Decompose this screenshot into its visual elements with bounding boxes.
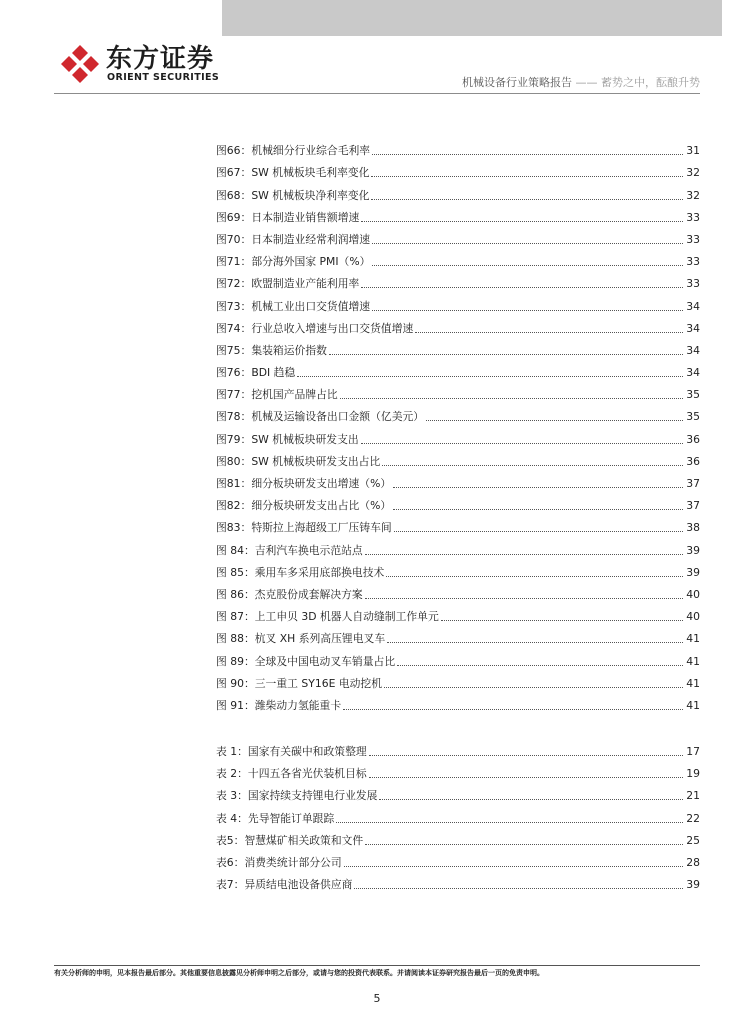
toc-dot-leader <box>384 687 683 688</box>
toc-figure-entry[interactable] <box>216 358 700 380</box>
toc-entry-page: 39 <box>686 565 700 579</box>
toc-dot-leader <box>379 799 683 800</box>
toc-entry-page: 41 <box>686 654 700 668</box>
toc-dot-leader <box>393 509 683 510</box>
toc-figure-entry[interactable] <box>216 624 700 646</box>
toc-entry-label: 图83：特斯拉上海超级工厂压铸车间 <box>216 521 392 535</box>
toc-entry-label: 图69：日本制造业销售额增速 <box>216 210 360 224</box>
toc-figure-entry[interactable] <box>216 203 700 225</box>
toc-entry-page: 40 <box>686 610 700 624</box>
toc-figure-entry[interactable] <box>216 691 700 713</box>
toc-entry-label: 图 86：杰克股份成套解决方案 <box>216 587 363 601</box>
toc-entry-page: 22 <box>686 811 700 825</box>
toc-dot-leader <box>382 465 683 466</box>
toc-dot-leader <box>361 443 683 444</box>
page-number: 5 <box>373 992 381 1005</box>
toc-entry-page: 36 <box>686 454 700 468</box>
toc-entry-page: 32 <box>686 166 700 180</box>
table-list <box>216 737 700 892</box>
toc-entry-page: 21 <box>686 789 700 803</box>
toc-dot-leader <box>369 777 683 778</box>
toc-entry-page: 25 <box>686 833 700 847</box>
toc-dot-leader <box>387 642 683 643</box>
toc-figure-entry[interactable] <box>216 158 700 180</box>
toc-figure-entry[interactable] <box>216 669 700 691</box>
logo-english-name: ORIENT SECURITIES <box>107 72 220 83</box>
toc-figure-entry[interactable] <box>216 380 700 402</box>
toc-figure-entry[interactable] <box>216 225 700 247</box>
toc-entry-page: 34 <box>686 299 700 313</box>
toc-entry-label: 图67：SW 机械板块毛利率变化 <box>216 166 370 180</box>
toc-dot-leader <box>354 888 683 889</box>
toc-figure-entry[interactable] <box>216 602 700 624</box>
table-of-contents <box>216 136 700 892</box>
toc-figure-entry[interactable] <box>216 402 700 424</box>
toc-entry-label: 图70：日本制造业经常利润增速 <box>216 232 371 246</box>
toc-figure-entry[interactable] <box>216 447 700 469</box>
toc-entry-page: 31 <box>686 144 700 158</box>
toc-entry-page: 34 <box>686 321 700 335</box>
toc-figure-entry[interactable] <box>216 336 700 358</box>
toc-entry-label: 表6：消费类统计部分公司 <box>216 856 342 869</box>
toc-table-entry[interactable] <box>216 737 700 759</box>
toc-table-entry[interactable] <box>216 759 700 781</box>
toc-entry-label: 图76：BDI 趋稳 <box>216 366 296 380</box>
toc-table-entry[interactable] <box>216 781 700 803</box>
toc-figure-entry[interactable] <box>216 314 700 336</box>
toc-section-gap <box>216 713 700 737</box>
toc-entry-label: 图78：机械及运输设备出口金额（亿美元） <box>216 410 425 424</box>
toc-entry-label: 表 3：国家持续支持锂电行业发展 <box>216 789 378 803</box>
toc-figure-entry[interactable] <box>216 269 700 291</box>
toc-dot-leader <box>426 420 683 421</box>
toc-entry-label: 图 87：上工申贝 3D 机器人自动缝制工作单元 <box>216 610 439 624</box>
toc-dot-leader <box>329 354 683 355</box>
toc-entry-label: 图 90：三一重工 SY16E 电动挖机 <box>216 676 383 690</box>
toc-entry-page: 33 <box>686 255 700 269</box>
toc-entry-page: 36 <box>686 432 700 446</box>
toc-entry-label: 图 91：潍柴动力氢能重卡 <box>216 698 342 712</box>
toc-entry-page: 38 <box>686 521 700 535</box>
toc-entry-label: 表5：智慧煤矿相关政策和文件 <box>216 833 364 847</box>
toc-entry-label: 图77：挖机国产品牌占比 <box>216 388 338 402</box>
toc-entry-label: 图66：机械细分行业综合毛利率 <box>216 144 371 158</box>
toc-figure-entry[interactable] <box>216 535 700 557</box>
toc-figure-entry[interactable] <box>216 513 700 535</box>
toc-dot-leader <box>365 554 683 555</box>
toc-entry-label: 图72：欧盟制造业产能利用率 <box>216 277 360 291</box>
figure-list <box>216 136 700 713</box>
toc-figure-entry[interactable] <box>216 180 700 202</box>
toc-entry-label: 图75：集装箱运价指数 <box>216 343 327 357</box>
toc-dot-leader <box>340 398 683 399</box>
header-divider <box>54 93 700 94</box>
toc-figure-entry[interactable] <box>216 424 700 446</box>
toc-dot-leader <box>365 598 683 599</box>
toc-entry-page: 37 <box>686 499 700 513</box>
toc-entry-label: 表 1：国家有关碳中和政策整理 <box>216 745 367 759</box>
toc-table-entry[interactable] <box>216 870 700 892</box>
report-header-title <box>462 76 700 90</box>
toc-entry-page: 41 <box>686 698 700 712</box>
toc-entry-page: 32 <box>686 188 700 202</box>
toc-entry-label: 图 85：乘用车多采用底部换电技术 <box>216 565 385 579</box>
toc-entry-label: 图80：SW 机械板块研发支出占比 <box>216 454 381 468</box>
toc-table-entry[interactable] <box>216 848 700 870</box>
toc-entry-label: 图73：机械工业出口交货值增速 <box>216 299 371 313</box>
toc-entry-page: 41 <box>686 676 700 690</box>
toc-entry-page: 34 <box>686 343 700 357</box>
toc-entry-page: 17 <box>686 745 700 759</box>
toc-figure-entry[interactable] <box>216 469 700 491</box>
orient-securities-logo-icon <box>59 43 101 85</box>
toc-dot-leader <box>386 576 683 577</box>
toc-dot-leader <box>371 176 683 177</box>
toc-entry-page: 35 <box>686 388 700 402</box>
toc-dot-leader <box>372 310 683 311</box>
toc-dot-leader <box>393 487 683 488</box>
toc-entry-page: 33 <box>686 277 700 291</box>
toc-entry-label: 图79：SW 机械板块研发支出 <box>216 432 359 446</box>
toc-dot-leader <box>372 265 683 266</box>
toc-dot-leader <box>361 221 683 222</box>
toc-dot-leader <box>365 844 683 845</box>
toc-entry-page: 33 <box>686 232 700 246</box>
toc-entry-label: 图 88：杭叉 XH 系列高压锂电叉车 <box>216 632 386 646</box>
toc-entry-page: 37 <box>686 477 700 490</box>
toc-dot-leader <box>397 665 683 666</box>
toc-figure-entry[interactable] <box>216 247 700 269</box>
report-subtitle: 蓄势之中，酝酿升势 <box>601 76 700 89</box>
toc-dot-leader <box>369 755 683 756</box>
report-title-separator: —— <box>572 76 601 89</box>
toc-entry-page: 39 <box>686 878 700 892</box>
toc-dot-leader <box>336 822 683 823</box>
report-title: 机械设备行业策略报告 <box>462 76 572 89</box>
toc-entry-label: 图68：SW 机械板块净利率变化 <box>216 188 370 202</box>
toc-entry-page: 40 <box>686 587 700 601</box>
toc-entry-label: 图81：细分板块研发支出增速（%） <box>216 477 392 490</box>
toc-table-entry[interactable] <box>216 826 700 848</box>
toc-dot-leader <box>361 287 683 288</box>
toc-entry-page: 28 <box>686 856 700 869</box>
toc-dot-leader <box>343 709 683 710</box>
toc-entry-label: 图 84：吉利汽车换电示范站点 <box>216 543 363 557</box>
toc-entry-label: 表 2：十四五各省光伏装机目标 <box>216 767 367 781</box>
toc-entry-label: 图 89：全球及中国电动叉车销量占比 <box>216 654 396 668</box>
toc-entry-label: 图82：细分板块研发支出占比（%） <box>216 499 392 513</box>
toc-dot-leader <box>415 332 683 333</box>
toc-dot-leader <box>371 199 683 200</box>
footer-disclaimer: 有关分析师的申明，见本报告最后部分。其他重要信息披露见分析师申明之后部分，或请与您的投资代表联系。并请阅读本证券研究报告最后一页的免责申明。 <box>54 969 544 977</box>
toc-dot-leader <box>441 620 683 621</box>
header-top-bar <box>222 0 722 36</box>
toc-entry-label: 表 4：先导智能订单跟踪 <box>216 811 335 825</box>
toc-figure-entry[interactable] <box>216 646 700 668</box>
toc-figure-entry[interactable] <box>216 491 700 513</box>
toc-entry-page: 34 <box>686 366 700 380</box>
toc-entry-page: 19 <box>686 767 700 781</box>
toc-figure-entry[interactable] <box>216 580 700 602</box>
toc-entry-page: 33 <box>686 210 700 224</box>
toc-entry-page: 35 <box>686 410 700 424</box>
toc-entry-label: 表7：异质结电池设备供应商 <box>216 878 353 892</box>
toc-dot-leader <box>344 866 683 867</box>
toc-figure-entry[interactable] <box>216 136 700 158</box>
toc-dot-leader <box>372 154 683 155</box>
toc-dot-leader <box>372 243 683 244</box>
toc-dot-leader <box>297 376 683 377</box>
toc-figure-entry[interactable] <box>216 558 700 580</box>
toc-entry-page: 41 <box>686 632 700 646</box>
footer-divider <box>54 965 700 966</box>
toc-entry-label: 图74：行业总收入增速与出口交货值增速 <box>216 321 414 335</box>
logo-chinese-name: 东方证券 <box>106 44 215 74</box>
toc-entry-page: 39 <box>686 543 700 557</box>
toc-dot-leader <box>394 531 683 532</box>
toc-figure-entry[interactable] <box>216 291 700 313</box>
toc-entry-label: 图71：部分海外国家 PMI（%） <box>216 255 371 269</box>
toc-table-entry[interactable] <box>216 803 700 825</box>
